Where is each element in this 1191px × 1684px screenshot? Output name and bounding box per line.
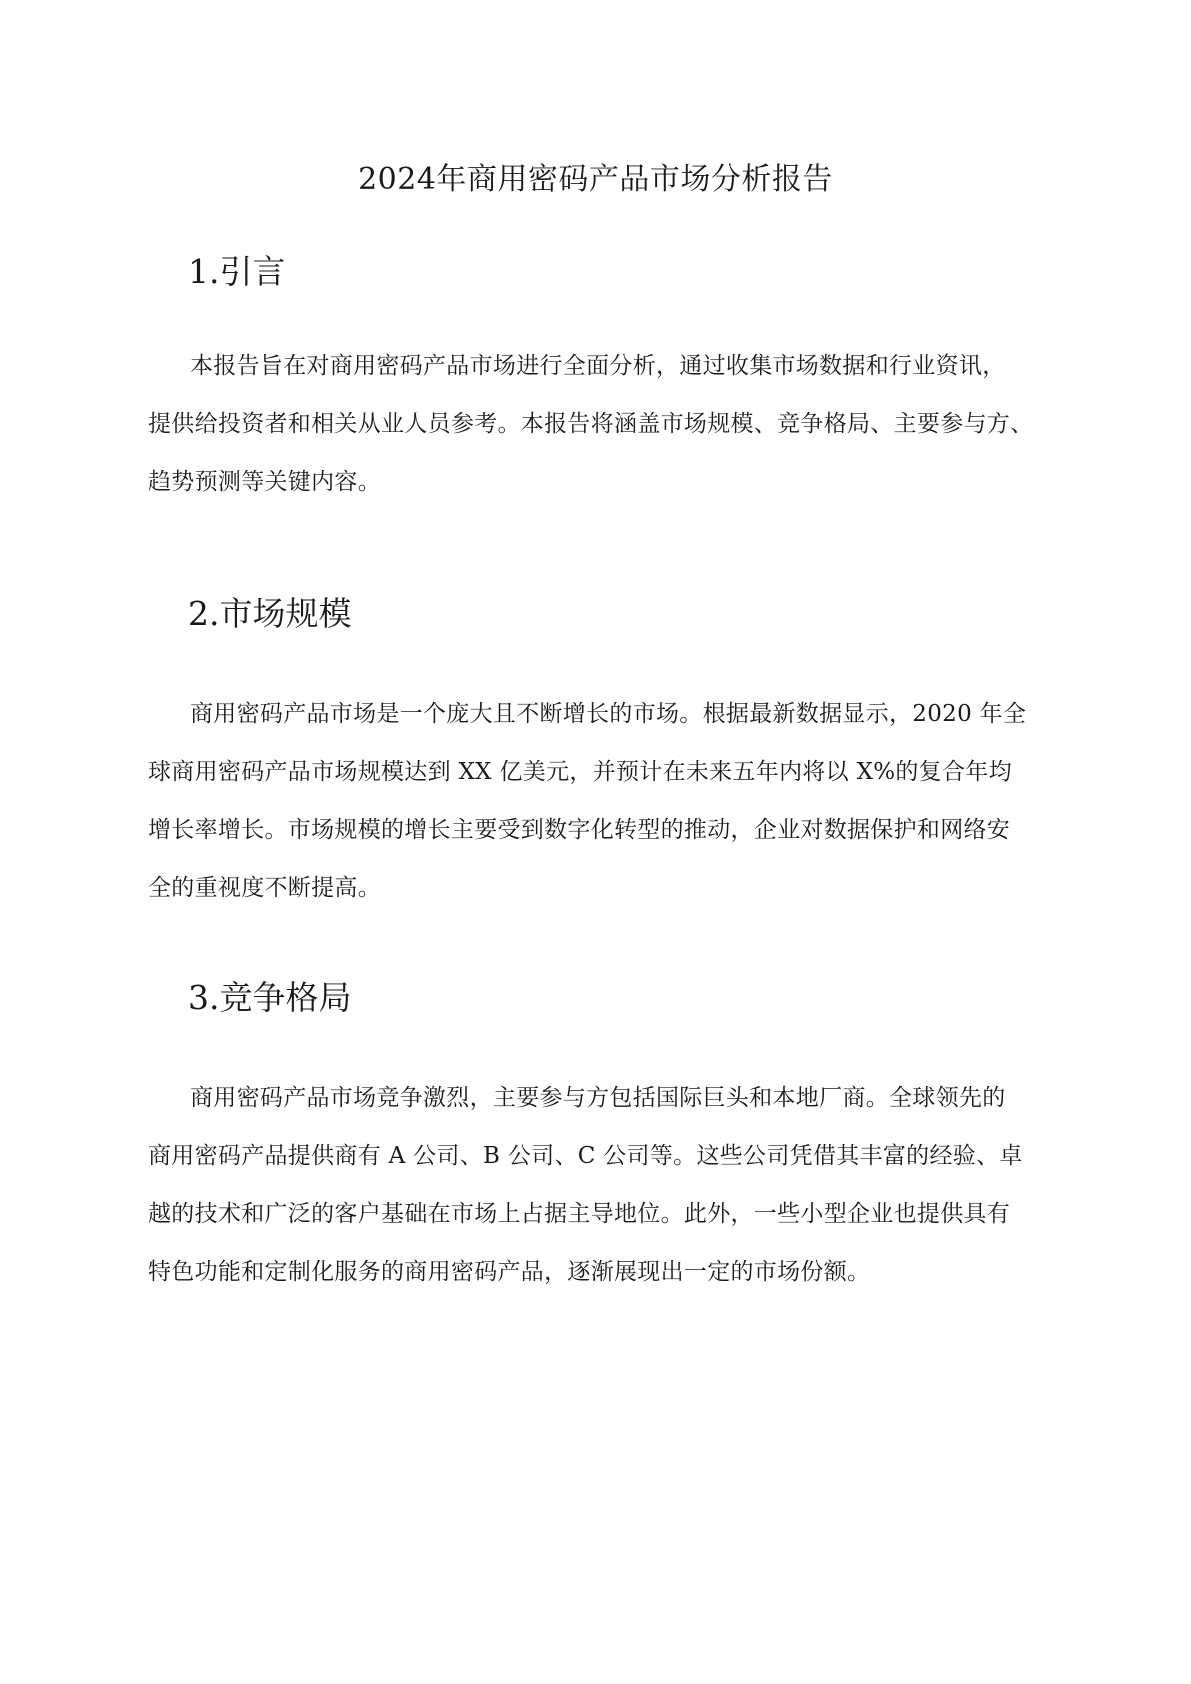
paragraph-line: 增长率增长。市场规模的增长主要受到数字化转型的推动，企业对数据保护和网络安: [148, 817, 1011, 843]
paragraph-line: 商用密码产品市场是一个庞大且不断增长的市场。根据最新数据显示，2020 年全: [190, 701, 1027, 727]
paragraph-line: 球商用密码产品市场规模达到 XX 亿美元，并预计在未来五年内将以 X%的复合年均: [148, 759, 1012, 785]
paragraph-line: 商用密码产品市场竞争激烈，主要参与方包括国际巨头和本地厂商。全球领先的: [190, 1085, 1006, 1111]
paragraph-line: 本报告旨在对商用密码产品市场进行全面分析，通过收集市场数据和行业资讯，: [190, 353, 1006, 379]
paragraph-line: 提供给投资者和相关从业人员参考。本报告将涵盖市场规模、竞争格局、主要参与方、: [148, 411, 1034, 437]
paragraph-line: 越的技术和广泛的客户基础在市场上占据主导地位。此外，一些小型企业也提供具有: [148, 1201, 1011, 1227]
section-heading-introduction: 1.引言: [188, 252, 286, 291]
paragraph-line: 商用密码产品提供商有 A 公司、B 公司、C 公司等。这些公司凭借其丰富的经验、卓: [148, 1143, 1023, 1169]
section-heading-market-size: 2.市场规模: [188, 594, 352, 633]
paragraph-line: 趋势预测等关键内容。: [148, 469, 381, 495]
section-heading-competition: 3.竞争格局: [188, 978, 352, 1017]
paragraph-line: 全的重视度不断提高。: [148, 875, 381, 901]
document-title: 2024年商用密码产品市场分析报告: [358, 162, 833, 197]
paragraph-line: 特色功能和定制化服务的商用密码产品，逐渐展现出一定的市场份额。: [148, 1259, 871, 1285]
